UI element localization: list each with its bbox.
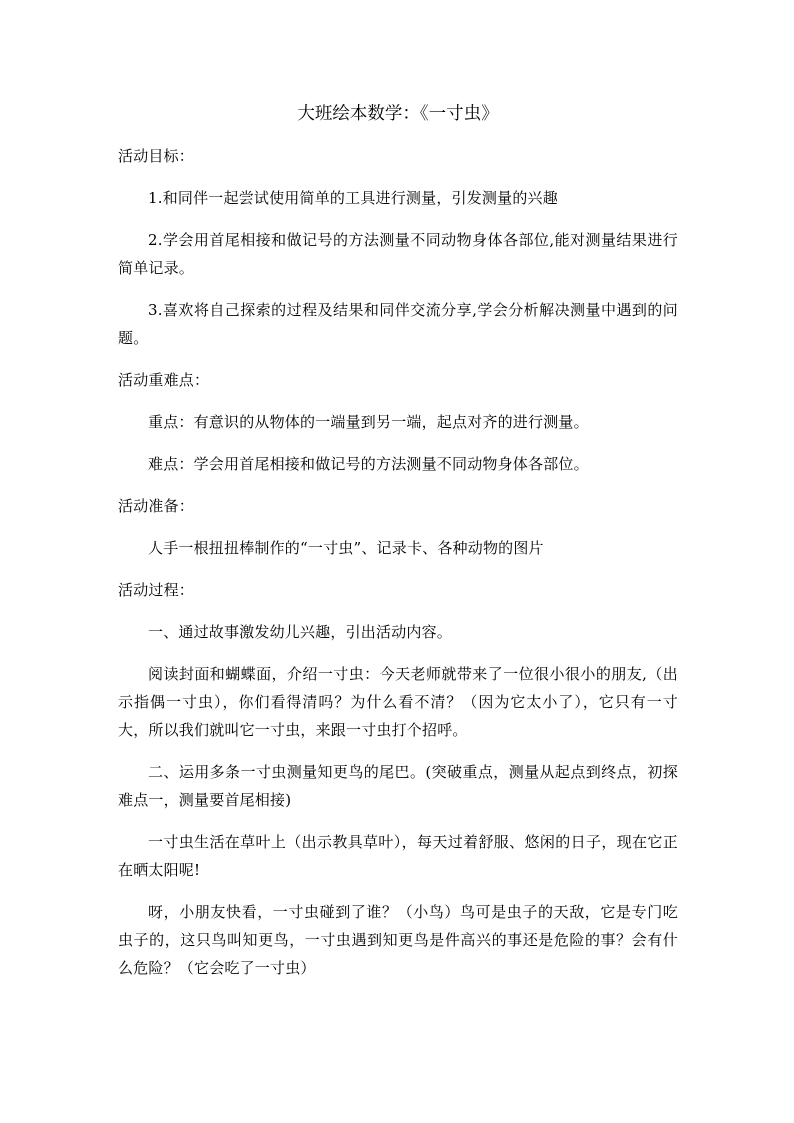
section-heading-preparation: 活动准备： — [118, 497, 195, 515]
process-paragraph: 阅读封面和蝴蝶面，介绍一寸虫：今天老师就带来了一位很小很小的朋友,（出示指偶一寸虫），你们看得清吗？为什么看不清？（因为它太小了），它只有一寸大，所以我们就叫它一寸虫，来跟一寸虫打个招呼。 — [118, 665, 678, 739]
document-title: 大班绘本数学：《一寸虫》 — [297, 104, 499, 124]
difficult-point: 难点：学会用首尾相接和做记号的方法测量不同动物身体各部位。 — [148, 455, 589, 473]
key-point: 重点：有意识的从物体的一端量到另一端，起点对齐的进行测量。 — [148, 413, 589, 431]
goal-item-2: 2.学会用首尾相接和做记号的方法测量不同动物身体各部位,能对测量结果进行简单记录。 — [118, 231, 678, 277]
process-step-2: 二、运用多条一寸虫测量知更鸟的尾巴。(突破重点，测量从起点到终点，初探难点一，测量要首尾相接) — [118, 763, 678, 809]
process-paragraph: 呀，小朋友快看，一寸虫碰到了谁？（小鸟）鸟可是虫子的天敌，它是专门吃虫子的，这只鸟叫知更鸟，一寸虫遇到知更鸟是件高兴的事还是危险的事？会有什么危险？（它会吃了一寸虫） — [118, 903, 678, 977]
section-heading-process: 活动过程： — [118, 581, 195, 599]
goal-item-3: 3.喜欢将自己探索的过程及结果和同伴交流分享,学会分析解决测量中遇到的问题。 — [118, 301, 678, 347]
section-heading-key-points: 活动重难点： — [118, 371, 210, 389]
process-step-1: 一、通过故事激发幼儿兴趣，引出活动内容。 — [148, 623, 453, 641]
goal-item-1: 1.和同伴一起尝试使用简单的工具进行测量，引发测量的兴趣 — [148, 189, 558, 207]
process-paragraph: 一寸虫生活在草叶上（出示教具草叶），每天过着舒服、悠闲的日子，现在它正在晒太阳呢! — [118, 833, 678, 879]
section-heading-goals: 活动目标： — [118, 147, 195, 165]
preparation-text: 人手一根扭扭棒制作的“一寸虫”、记录卡、各种动物的图片 — [148, 539, 544, 557]
